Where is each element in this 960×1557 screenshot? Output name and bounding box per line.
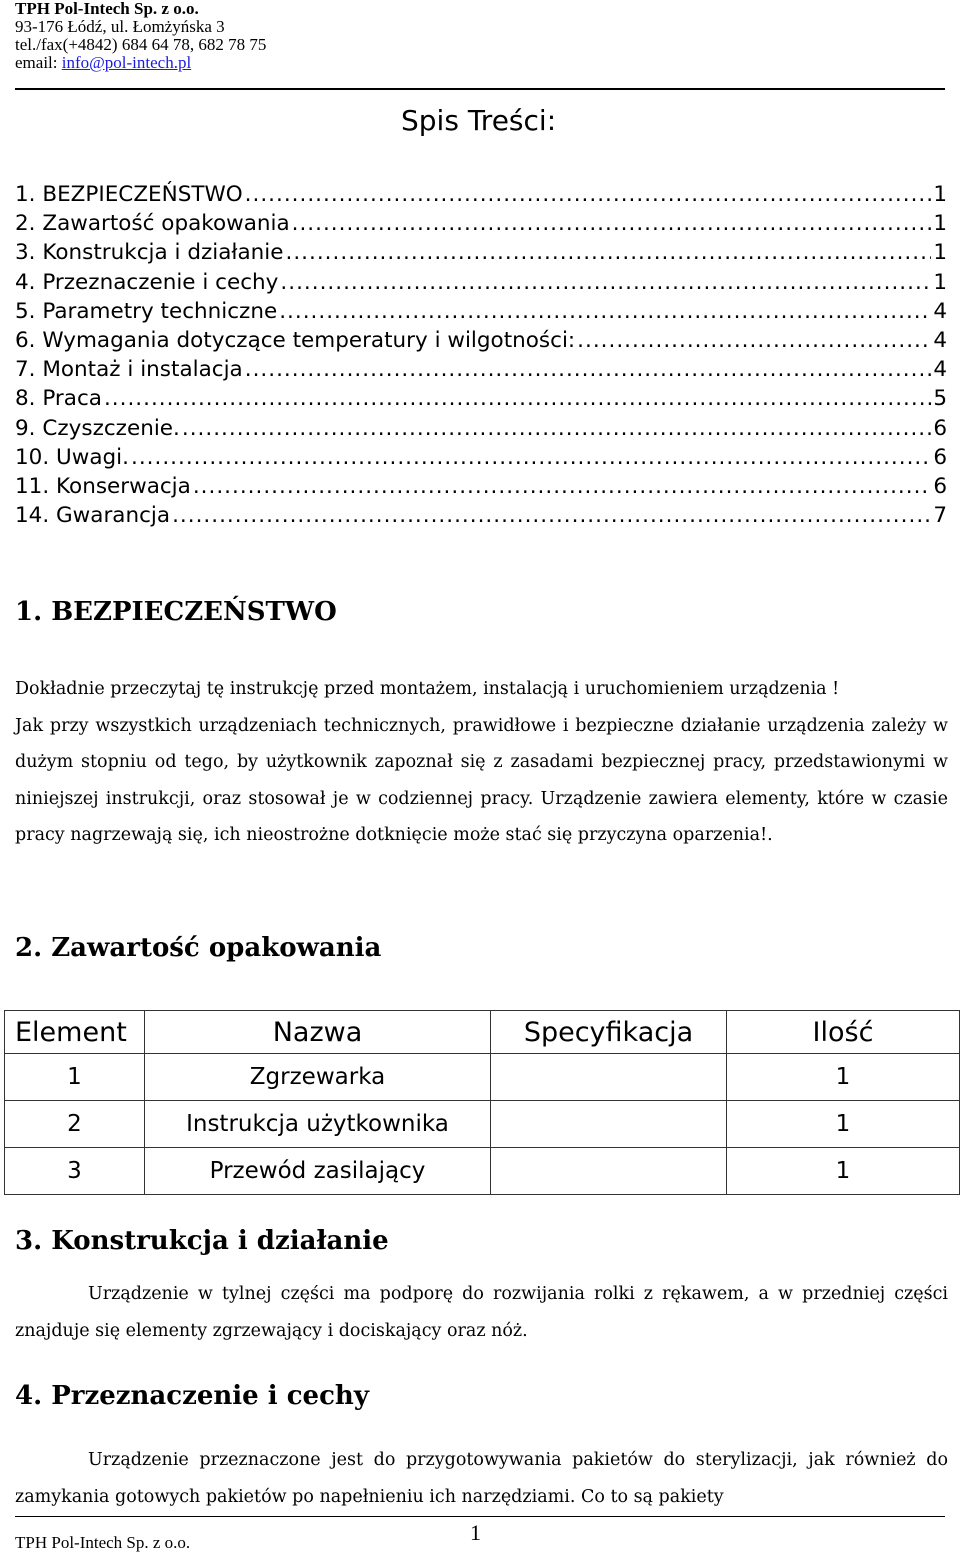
table-cell: Zgrzewarka <box>145 1054 491 1101</box>
toc-item[interactable] <box>15 180 947 209</box>
toc-item[interactable] <box>15 443 947 472</box>
toc-title: Spis Treści: <box>401 104 557 137</box>
toc-item-page: 7 <box>933 503 947 529</box>
letterhead <box>15 0 266 72</box>
toc-item-page: 4 <box>933 357 947 383</box>
toc-item[interactable] <box>15 414 947 443</box>
toc-leader <box>280 268 931 297</box>
toc-item-label: 1. BEZPIECZEŃSTWO <box>15 182 243 207</box>
table-cell: 1 <box>727 1101 960 1148</box>
company-address: 93-176 Łódź, ul. Łomżyńska 3 <box>15 17 225 36</box>
table-cell: 2 <box>5 1101 145 1148</box>
section-heading-package: 2. Zawartość opakowania <box>15 933 382 963</box>
table-cell <box>491 1054 727 1101</box>
package-contents-table <box>4 1010 960 1195</box>
page-number: 1 <box>470 1520 481 1545</box>
header-divider <box>15 88 945 90</box>
toc-leader <box>286 238 932 267</box>
safety-text: Jak przy wszystkich urządzeniach technicznych, prawidłowe i bezpieczne działanie urządzenia zależy w dużym stopniu od tego, by użytkownik zapoznał się z zasadami bezpiecznej pracy, przedstawionymi w niniejszej instrukcji, oraz stosował je w codziennej pracy. Urządzenie zawiera elementy, które w czasie pracy nagrzewają się, ich nieostrożne dotknięcie może stać się przyczyna oparzenia!. <box>15 715 948 845</box>
toc-item-label: 5. Parametry techniczne <box>15 298 278 324</box>
table-header-row <box>5 1011 960 1054</box>
toc-leader <box>182 414 931 443</box>
section-heading-construction: 3. Konstrukcja i działanie <box>15 1226 389 1256</box>
toc-item[interactable] <box>15 268 947 297</box>
table-row <box>5 1101 960 1148</box>
toc-leader <box>245 180 932 209</box>
table-cell: Instrukcja użytkownika <box>145 1101 491 1148</box>
toc-item-page: 5 <box>933 386 947 412</box>
toc-leader <box>292 209 932 238</box>
toc-item-label: 7. Montaż i instalacja <box>15 357 243 383</box>
purpose-text: Urządzenie przeznaczone jest do przygotowywania pakietów do sterylizacji, jak również do zamykania gotowych pakietów po napełnieniu ich narzędziami. Co to są pakiety <box>15 1450 948 1507</box>
company-email <box>15 54 266 72</box>
footer-divider <box>15 1516 945 1517</box>
toc-item-label: 6. Wymagania dotyczące temperatury i wilgotności: <box>15 327 576 353</box>
toc-item-page: 6 <box>933 473 947 499</box>
toc-item[interactable] <box>15 501 947 530</box>
column-header: Ilość <box>727 1011 960 1054</box>
toc-item[interactable] <box>15 384 947 413</box>
footer-company: TPH Pol-Intech Sp. z o.o. <box>15 1533 191 1552</box>
column-header: Element <box>5 1011 145 1054</box>
table-cell: 1 <box>5 1054 145 1101</box>
toc-item[interactable] <box>15 355 947 384</box>
toc-item-page: 1 <box>933 182 947 207</box>
table-row <box>5 1054 960 1101</box>
section-heading-purpose: 4. Przeznaczenie i cechy <box>15 1381 369 1411</box>
toc-item[interactable] <box>15 209 947 238</box>
toc-item[interactable] <box>15 238 947 267</box>
toc-item-page: 6 <box>933 444 947 470</box>
section-heading-safety: 1. BEZPIECZEŃSTWO <box>15 597 337 627</box>
toc-item-label: 4. Przeznaczenie i cechy <box>15 269 279 295</box>
column-header: Nazwa <box>145 1011 491 1054</box>
toc-item-page: 1 <box>933 240 947 266</box>
column-header: Specyfikacja <box>491 1011 727 1054</box>
company-name: TPH Pol-Intech Sp. z o.o. <box>15 0 199 18</box>
toc-item-label: 14. Gwarancja <box>15 503 171 529</box>
section-body-purpose <box>15 1442 948 1515</box>
toc-leader <box>577 326 931 355</box>
toc-leader <box>279 297 931 326</box>
section-body-construction <box>15 1276 948 1349</box>
toc-item[interactable] <box>15 472 947 501</box>
toc-item-label: 8. Praca <box>15 386 102 412</box>
safety-intro: Dokładnie przeczytaj tę instrukcję przed montażem, instalacją i uruchomieniem urządzenia ! <box>15 679 840 699</box>
toc-leader <box>245 355 932 384</box>
toc-item[interactable] <box>15 326 947 355</box>
toc-item-label: 10. Uwagi. <box>15 444 129 470</box>
table-row <box>5 1148 960 1195</box>
table-cell <box>491 1148 727 1195</box>
section-body-safety <box>15 671 948 854</box>
table-cell: Przewód zasilający <box>145 1148 491 1195</box>
toc-item-label: 9. Czyszczenie. <box>15 415 180 441</box>
table-cell: 3 <box>5 1148 145 1195</box>
table-cell: 1 <box>727 1148 960 1195</box>
toc-item-page: 1 <box>933 211 947 237</box>
toc-item-label: 2. Zawartość opakowania <box>15 211 290 237</box>
toc-leader <box>172 501 931 530</box>
email-link[interactable]: info@pol-intech.pl <box>61 53 192 72</box>
email-label: email: <box>15 53 62 72</box>
toc-item-label: 3. Konstrukcja i działanie <box>15 240 284 266</box>
toc-leader <box>131 443 931 472</box>
toc-item-label: 11. Konserwacja <box>15 473 191 499</box>
toc-item[interactable] <box>15 297 947 326</box>
toc-item-page: 1 <box>933 269 947 295</box>
toc-item-page: 4 <box>933 298 947 324</box>
toc-item-page: 4 <box>933 327 947 353</box>
company-phone: tel./fax(+4842) 684 64 78, 682 78 75 <box>15 35 267 54</box>
table-cell <box>491 1101 727 1148</box>
toc-item-page: 6 <box>933 415 947 441</box>
table-cell: 1 <box>727 1054 960 1101</box>
construction-text: Urządzenie w tylnej części ma podporę do rozwijania rolki z rękawem, a w przedniej części znajduje się elementy zgrzewający i dociskający oraz nóż. <box>15 1284 948 1341</box>
toc-leader <box>104 384 931 413</box>
toc-leader <box>193 472 931 501</box>
table-of-contents <box>15 180 947 530</box>
